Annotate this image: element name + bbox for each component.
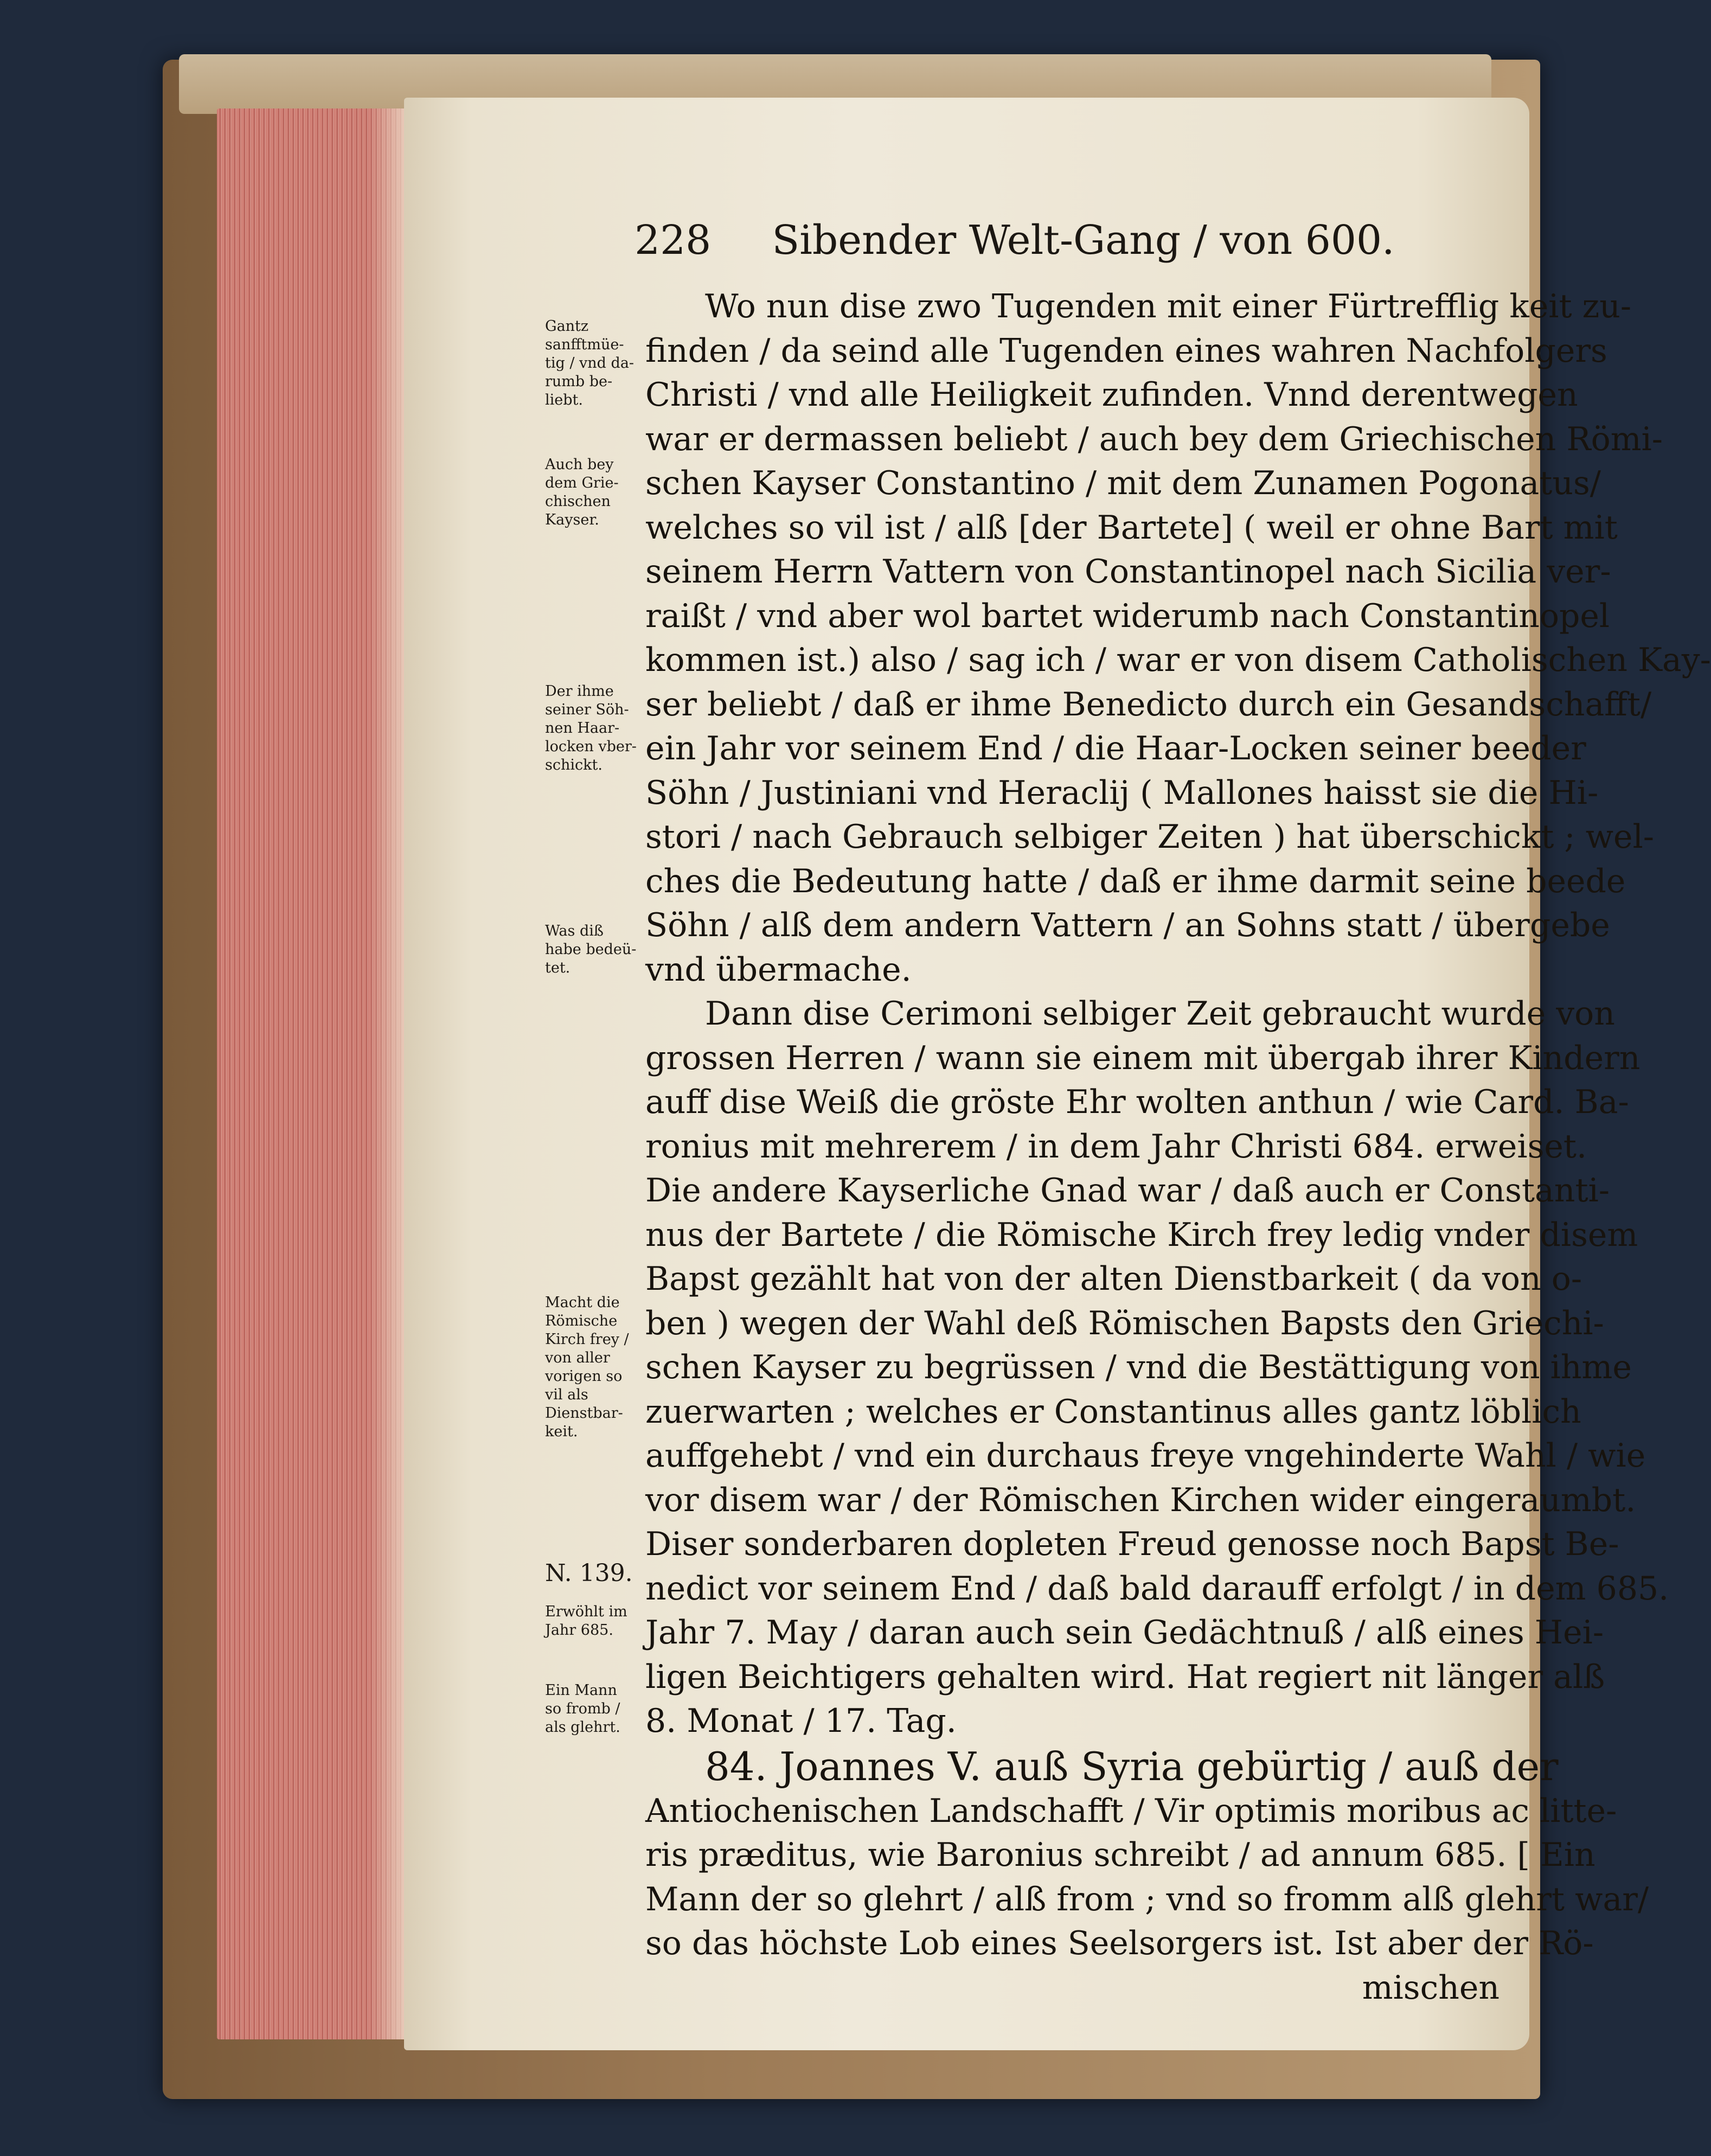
body-line: welches so vil ist / alß [der Bartete] ( weil er ohne Bart mit bbox=[645, 508, 1618, 547]
margin-note-line: habe bedeü- bbox=[545, 941, 637, 958]
body-line: ben ) wegen der Wahl deß Römischen Bapsts den Griechi- bbox=[645, 1304, 1604, 1342]
margin-note-line: nen Haar- bbox=[545, 720, 620, 737]
body-line: raißt / vnd aber wol bartet widerumb nach Constantinopel bbox=[645, 597, 1610, 635]
margin-note-line: schickt. bbox=[545, 757, 603, 773]
body-line: so das höchste Lob eines Seelsorgers ist. Ist aber der Rö- bbox=[645, 1924, 1594, 1962]
body-line: Bapst gezählt hat von der alten Dienstbarkeit ( da von o- bbox=[645, 1260, 1582, 1298]
body-line: ein Jahr vor seinem End / die Haar-Locken seiner beeder bbox=[645, 730, 1586, 767]
margin-note-line: keit. bbox=[545, 1423, 578, 1440]
page-number: 228 bbox=[635, 217, 712, 264]
margin-note-line: rumb be- bbox=[545, 373, 613, 390]
margin-note-line: so fromb / bbox=[545, 1700, 620, 1717]
margin-note-line: liebt. bbox=[545, 392, 583, 408]
body-line: grossen Herren / wann sie einem mit übergab ihrer Kindern bbox=[645, 1039, 1640, 1077]
margin-note-line: Auch bey bbox=[545, 456, 614, 473]
body-line: Dann dise Cerimoni selbiger Zeit gebraucht wurde von bbox=[705, 995, 1615, 1033]
margin-note-line: Erwöhlt im bbox=[545, 1603, 627, 1620]
margin-note-7 bbox=[545, 1681, 640, 1737]
margin-note-line: Ein Mann bbox=[545, 1682, 617, 1699]
body-line: ris præditus, wie Baronius schreibt / ad annum 685. [ Ein bbox=[645, 1836, 1595, 1874]
margin-note-line: Der ihme bbox=[545, 683, 614, 700]
margin-note-line: als glehrt. bbox=[545, 1719, 620, 1736]
margin-note-line: tet. bbox=[545, 959, 571, 976]
body-line: seinem Herrn Vattern von Constantinopel nach Sicilia ver- bbox=[645, 553, 1611, 591]
body-line: Mann der so glehrt / alß from ; vnd so fromm alß glehrt war/ bbox=[645, 1880, 1649, 1918]
margin-note-line: sanfftmüe- bbox=[545, 336, 624, 353]
margin-note-line: Gantz bbox=[545, 318, 589, 335]
margin-note-2 bbox=[545, 456, 640, 529]
margin-note-line: Dienstbar- bbox=[545, 1405, 623, 1422]
body-line: Die andere Kayserliche Gnad war / daß auch er Constanti- bbox=[645, 1172, 1610, 1210]
margin-note-1 bbox=[545, 317, 640, 410]
margin-note-4 bbox=[545, 922, 640, 977]
body-line: zuerwarten ; welches er Constantinus alles gantz löblich bbox=[645, 1392, 1581, 1431]
margin-note-line: von aller bbox=[545, 1349, 610, 1366]
body-line: Christi / vnd alle Heiligkeit zufinden. Vnnd derentwegen bbox=[645, 376, 1578, 414]
margin-note-line: dem Grie- bbox=[545, 475, 619, 491]
body-line: auff dise Weiß die gröste Ehr wolten anthun / wie Card. Ba- bbox=[645, 1083, 1629, 1121]
body-line: vor disem war / der Römischen Kirchen wider eingeraumbt. bbox=[645, 1481, 1636, 1519]
body-line: mischen bbox=[1362, 1968, 1499, 2007]
body-line: Diser sonderbaren dopleten Freud genosse noch Bapst Be- bbox=[645, 1525, 1619, 1563]
margin-note-line: locken vber- bbox=[545, 738, 637, 755]
body-line: 84. Joannes V. auß Syria gebürtig / auß der bbox=[705, 1743, 1559, 1789]
margin-note-line: vil als bbox=[545, 1386, 588, 1403]
margin-note-6 bbox=[545, 1603, 640, 1640]
margin-note-5 bbox=[545, 1294, 640, 1441]
margin-note-line: Jahr 685. bbox=[545, 1622, 613, 1639]
margin-note-3 bbox=[545, 682, 640, 775]
running-title: Sibender Welt-Gang / von 600. bbox=[772, 217, 1395, 264]
body-line: auffgehebt / vnd ein durchaus freye vngehinderte Wahl / wie bbox=[645, 1437, 1646, 1475]
body-line: Söhn / alß dem andern Vattern / an Sohns statt / übergebe bbox=[645, 906, 1610, 944]
margin-note-line: tig / vnd da- bbox=[545, 355, 635, 372]
body-text bbox=[645, 285, 1711, 2010]
page-header bbox=[635, 217, 1448, 264]
margin-note-line: Macht die bbox=[545, 1294, 620, 1311]
margin-note-line: seiner Söh- bbox=[545, 701, 629, 718]
body-line: Söhn / Justiniani vnd Heraclij ( Mallones haisst sie die Hi- bbox=[645, 773, 1599, 812]
margin-note-line: Kayser. bbox=[545, 511, 599, 528]
margin-note-line: vorigen so bbox=[545, 1368, 623, 1385]
body-line: schen Kayser Constantino / mit dem Zunamen Pogonatus/ bbox=[645, 464, 1601, 502]
margin-note-line: chischen bbox=[545, 493, 611, 510]
body-line: Antiochenischen Landschafft / Vir optimis moribus ac litte- bbox=[645, 1792, 1617, 1830]
body-line: stori / nach Gebrauch selbiger Zeiten ) hat überschickt ; wel- bbox=[645, 818, 1655, 856]
body-line: finden / da seind alle Tugenden eines wahren Nachfolgers bbox=[645, 331, 1607, 370]
margin-note-line: Kirch frey / bbox=[545, 1331, 629, 1348]
body-line: nus der Bartete / die Römische Kirch frey ledig vnder disem bbox=[645, 1215, 1638, 1254]
body-line: ches die Bedeutung hatte / daß er ihme darmit seine beede bbox=[645, 862, 1626, 900]
body-line: Jahr 7. May / daran auch sein Gedächtnuß / alß eines Hei- bbox=[645, 1614, 1604, 1652]
body-line: ronius mit mehrerem / in dem Jahr Christi 684. erweiset. bbox=[645, 1127, 1587, 1166]
margin-note-line: Was diß bbox=[545, 923, 604, 939]
margin-note-line: Römische bbox=[545, 1313, 618, 1329]
body-line: vnd übermache. bbox=[645, 950, 912, 989]
body-line: schen Kayser zu begrüssen / vnd die Bestättigung von ihme bbox=[645, 1348, 1632, 1386]
body-line: kommen ist.) also / sag ich / war er von disem Catholischen Kay- bbox=[645, 641, 1711, 679]
body-line: Wo nun dise zwo Tugenden mit einer Fürtrefflig keit zu- bbox=[705, 287, 1632, 325]
number-reference: N. 139. bbox=[545, 1559, 633, 1587]
page-edges bbox=[217, 108, 412, 2039]
body-line: nedict vor seinem End / daß bald darauff erfolgt / in dem 685. bbox=[645, 1569, 1669, 1608]
body-line: ser beliebt / daß er ihme Benedicto durch ein Gesandschafft/ bbox=[645, 685, 1652, 724]
body-line: war er dermassen beliebt / auch bey dem Griechischen Römi- bbox=[645, 420, 1663, 458]
body-line: ligen Beichtigers gehalten wird. Hat regiert nit länger alß bbox=[645, 1658, 1605, 1696]
body-line: 8. Monat / 17. Tag. bbox=[645, 1702, 957, 1740]
